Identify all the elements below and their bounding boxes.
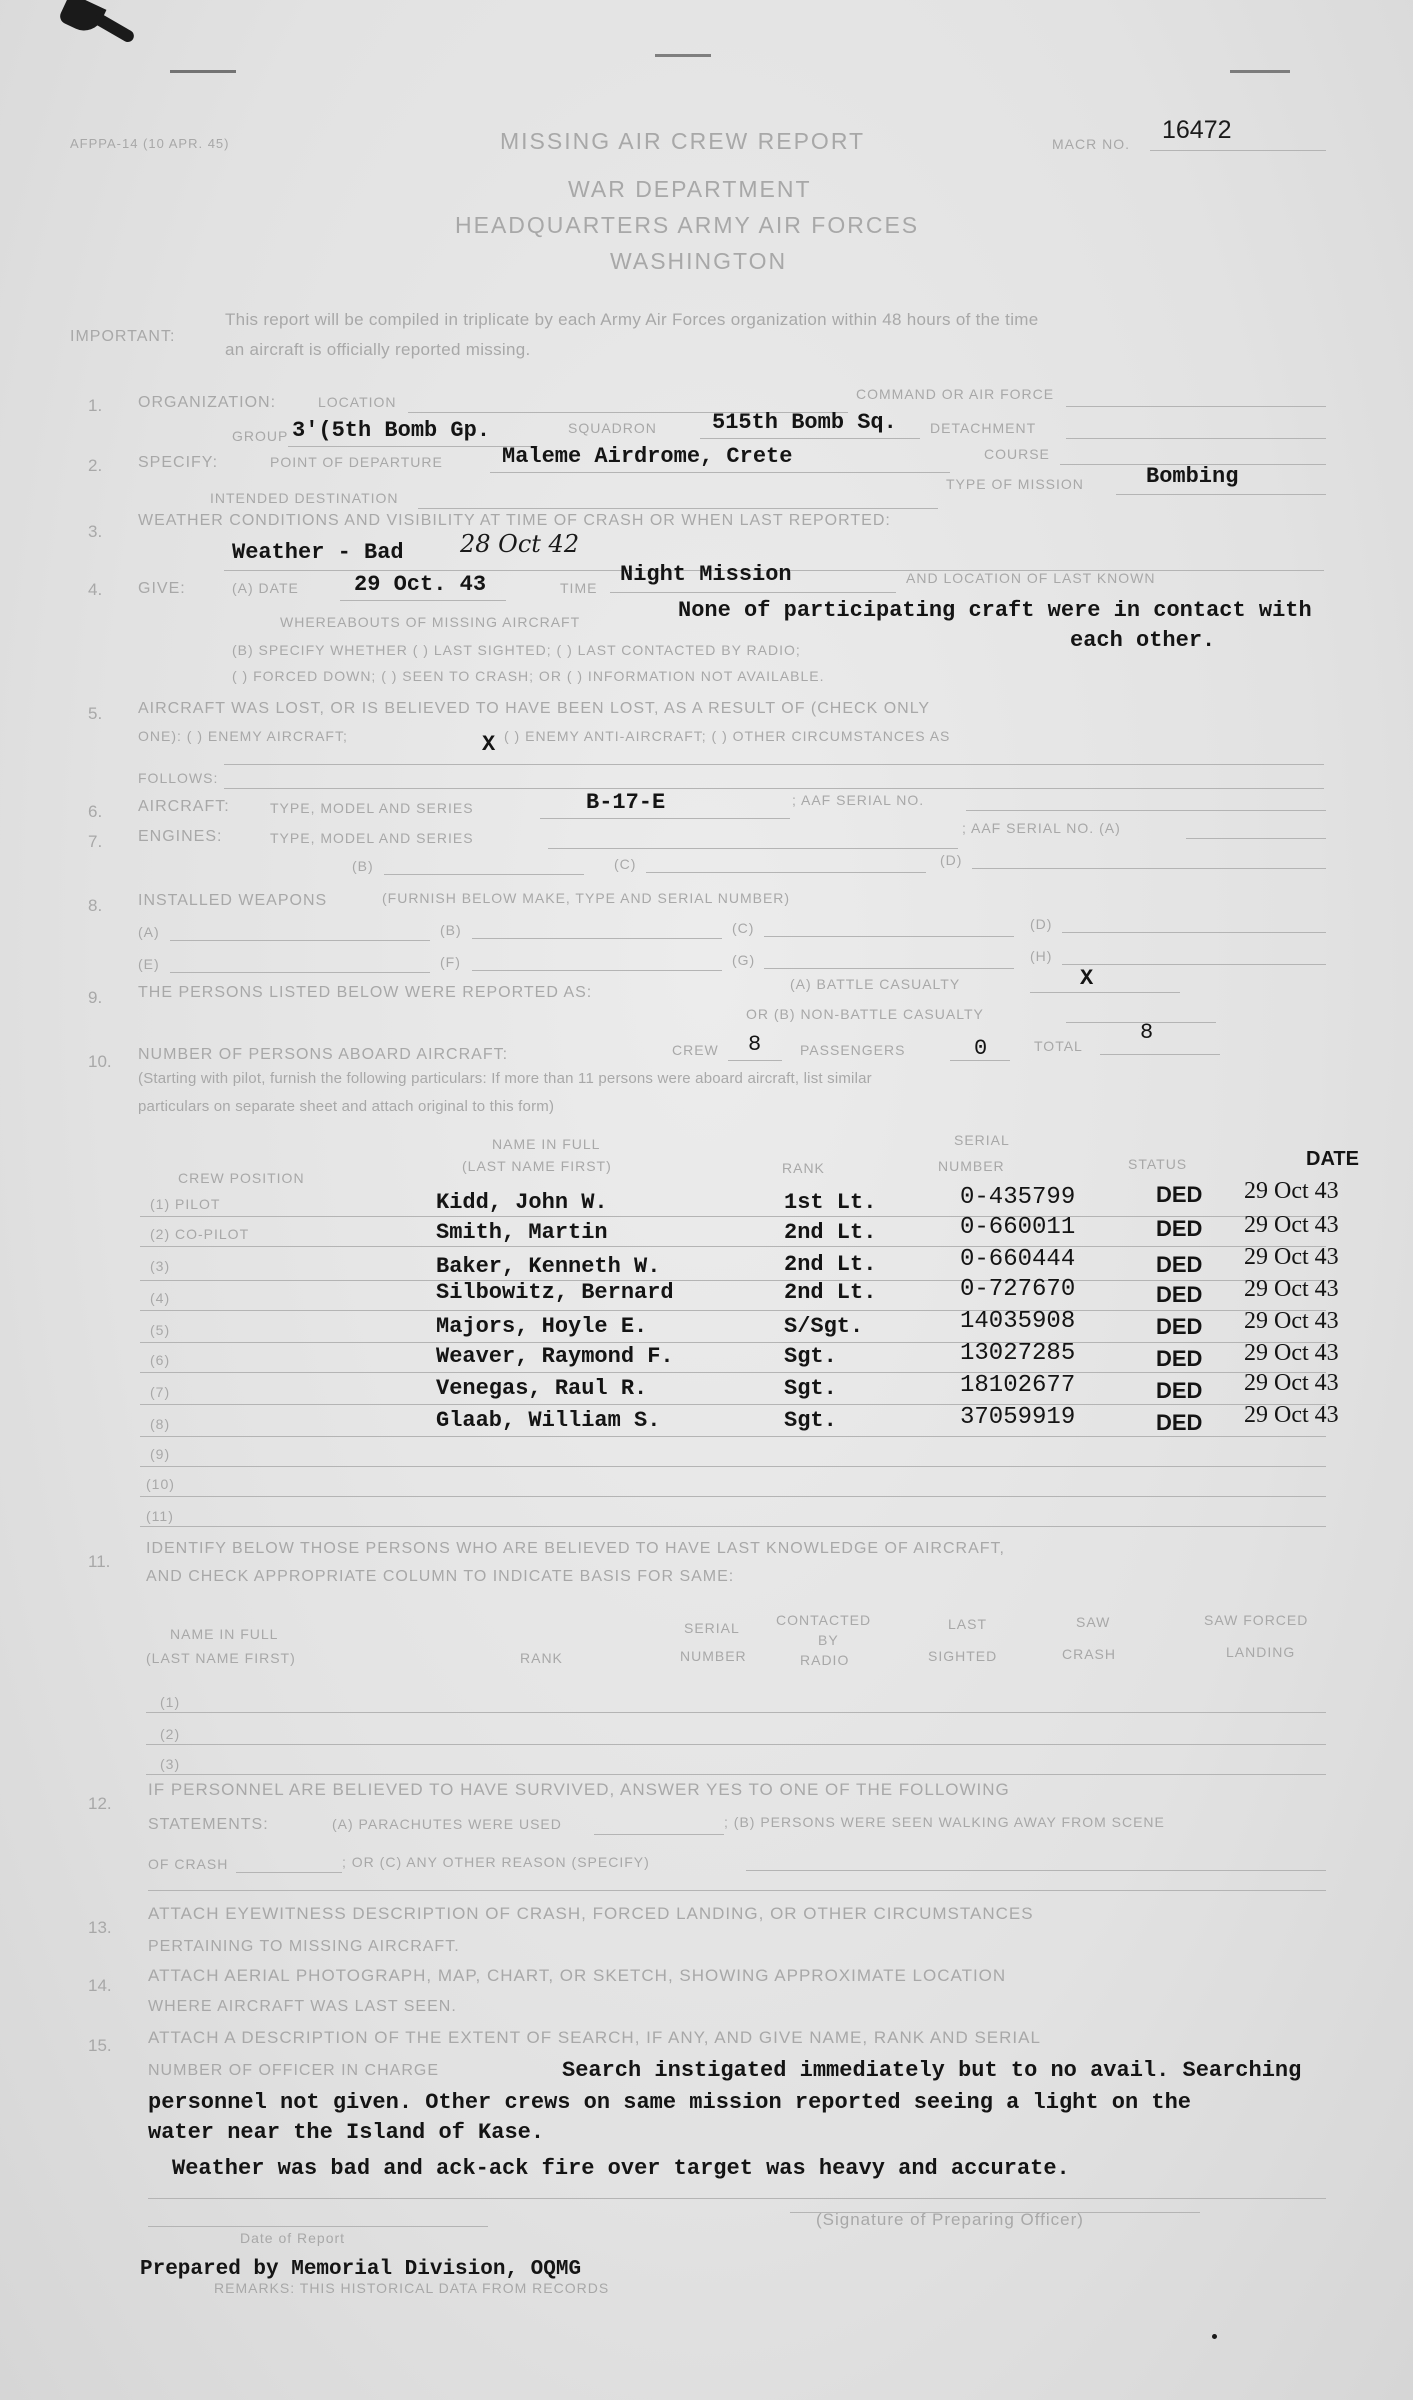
destination-line — [418, 508, 938, 509]
follows-line-2 — [224, 788, 1324, 789]
crew-col-header-rank: RANK — [782, 1160, 825, 1176]
washington: WASHINGTON — [610, 248, 788, 274]
crew-position: (8) — [150, 1416, 171, 1432]
section-3-number: 3. — [88, 522, 103, 541]
crew-position: (11) — [146, 1508, 174, 1524]
witness-col-contacted-3: RADIO — [800, 1652, 850, 1668]
aircraft-lost-line-2: ONE): ( ) ENEMY AIRCRAFT; — [138, 728, 348, 744]
row-line — [140, 1436, 1326, 1437]
battle-casualty-label: (A) BATTLE CASUALTY — [790, 976, 961, 992]
scan-smudge — [92, 12, 136, 44]
crew-status: DED — [1156, 1216, 1203, 1241]
section-7-number: 7. — [88, 832, 103, 851]
crew-date: 29 Oct 43 — [1244, 1370, 1339, 1396]
passengers-label: PASSENGERS — [800, 1042, 906, 1058]
crew-serial: 0-435799 — [960, 1184, 1076, 1211]
eyewitness-line-2: PERTAINING TO MISSING AIRCRAFT. — [148, 1938, 460, 1955]
witness-col-last-1: LAST — [948, 1616, 988, 1632]
crew-value: 8 — [748, 1032, 762, 1057]
last-knowledge-line-2: AND CHECK APPROPRIATE COLUMN TO INDICATE BASIS FOR SAME: — [146, 1568, 735, 1585]
crew-date: 29 Oct 43 — [1244, 1178, 1339, 1204]
passengers-line — [950, 1060, 1010, 1061]
crew-name: Glaab, William S. — [436, 1408, 661, 1433]
departure-label: POINT OF DEPARTURE — [270, 454, 443, 470]
crew-serial: 0-660011 — [960, 1214, 1076, 1241]
destination-label: INTENDED DESTINATION — [210, 490, 399, 506]
engine-d-label: (D) — [940, 852, 963, 868]
aircraft-serial-line — [966, 810, 1326, 811]
survived-line-2b: (A) PARACHUTES WERE USED — [332, 1816, 562, 1832]
macr-number: 16472 — [1162, 116, 1232, 144]
squadron-value: 515th Bomb Sq. — [712, 410, 897, 435]
crew-position: (7) — [150, 1384, 171, 1400]
persons-aboard-label: NUMBER OF PERSONS ABOARD AIRCRAFT: — [138, 1046, 509, 1063]
photograph-line-1: ATTACH AERIAL PHOTOGRAPH, MAP, CHART, OR SKETCH, SHOWING APPROXIMATE LOCATION — [148, 1966, 1007, 1985]
crew-status: DED — [1156, 1346, 1203, 1371]
row-line — [140, 1280, 1326, 1281]
whereabouts-value-1: None of participating craft were in contact with — [678, 598, 1312, 623]
crew-date: 29 Oct 43 — [1244, 1212, 1339, 1238]
location-label: LOCATION — [318, 394, 397, 410]
search-value-4: Weather was bad and ack-ack fire over target was heavy and accurate. — [172, 2156, 1070, 2181]
witness-col-contacted-1: CONTACTED — [776, 1612, 872, 1628]
weather-value: Weather - Bad — [232, 540, 404, 565]
crew-rank: 2nd Lt. — [784, 1280, 877, 1305]
crew-date: 29 Oct 43 — [1244, 1276, 1339, 1302]
report-date-line — [148, 2226, 488, 2227]
date-line — [340, 600, 506, 601]
photograph-line-2: WHERE AIRCRAFT WAS LAST SEEN. — [148, 1998, 457, 2015]
witness-row-2: (2) — [160, 1726, 181, 1742]
row-line — [140, 1466, 1326, 1467]
engine-b-line — [384, 874, 584, 875]
witness-col-forced-2: LANDING — [1226, 1644, 1296, 1660]
weapon-a-label: (A) — [138, 924, 160, 940]
crew-col-header-position: CREW POSITION — [178, 1170, 305, 1186]
engines-type-line — [548, 848, 958, 849]
crew-line — [728, 1060, 782, 1061]
crew-position: (1) PILOT — [150, 1196, 221, 1212]
time-line — [610, 592, 896, 593]
survived-line-2c: ; (B) PERSONS WERE SEEN WALKING AWAY FROM SCENE — [724, 1814, 1165, 1830]
weapons-note: (FURNISH BELOW MAKE, TYPE AND SERIAL NUMBER) — [382, 890, 791, 906]
scan-mark — [170, 70, 236, 73]
other-reason-line — [746, 1870, 1326, 1871]
crew-position: (3) — [150, 1258, 171, 1274]
crew-position: (4) — [150, 1290, 171, 1306]
row-line — [140, 1404, 1326, 1405]
crew-rank: 2nd Lt. — [784, 1220, 877, 1245]
weapon-h-line — [1062, 964, 1326, 965]
crew-position: (9) — [150, 1446, 171, 1462]
section-10-number: 10. — [88, 1052, 112, 1071]
engine-c-line — [646, 872, 926, 873]
crew-col-header-serial-2: NUMBER — [938, 1158, 1005, 1174]
crew-name: Kidd, John W. — [436, 1190, 608, 1215]
scan-mark — [1230, 70, 1290, 73]
detachment-label: DETACHMENT — [930, 420, 1037, 436]
headquarters: HEADQUARTERS ARMY AIR FORCES — [455, 212, 920, 238]
crew-rank: 1st Lt. — [784, 1190, 877, 1215]
weapon-h-label: (H) — [1030, 948, 1053, 964]
crew-name: Weaver, Raymond F. — [436, 1344, 674, 1369]
squadron-label: SQUADRON — [568, 420, 657, 436]
date-value: 29 Oct. 43 — [354, 572, 487, 597]
crew-serial: 0-727670 — [960, 1276, 1076, 1303]
row-line — [140, 1310, 1326, 1311]
battle-casualty-line — [1030, 992, 1180, 993]
survived-line-1: IF PERSONNEL ARE BELIEVED TO HAVE SURVIVED, ANSWER YES TO ONE OF THE FOLLOWING — [148, 1780, 1010, 1799]
crew-name: Venegas, Raul R. — [436, 1376, 648, 1401]
witness-row-line — [146, 1744, 1326, 1745]
crew-rank: Sgt. — [784, 1376, 837, 1401]
witness-col-saw-2: CRASH — [1062, 1646, 1117, 1662]
crew-date: 29 Oct 43 — [1244, 1402, 1339, 1428]
crew-rank: 2nd Lt. — [784, 1252, 877, 1277]
departure-line — [490, 472, 950, 473]
weapon-a-line — [170, 940, 430, 941]
section-15-number: 15. — [88, 2036, 112, 2055]
crew-serial: 0-660444 — [960, 1246, 1076, 1273]
crew-serial: 13027285 — [960, 1340, 1076, 1367]
crew-col-header-name-1: NAME IN FULL — [492, 1136, 601, 1152]
section-2-number: 2. — [88, 456, 103, 475]
forced-down-label: ( ) FORCED DOWN; ( ) SEEN TO CRASH; OR ( ) INFORMATION NOT AVAILABLE. — [232, 668, 825, 684]
row-line — [140, 1526, 1326, 1527]
survived-line-3b: ; OR (C) ANY OTHER REASON (SPECIFY) — [342, 1854, 650, 1870]
weather-handwritten-date: 28 Oct 42 — [460, 530, 580, 558]
specify-whether-label: (B) SPECIFY WHETHER ( ) LAST SIGHTED; ( ) LAST CONTACTED BY RADIO; — [232, 642, 801, 658]
crew-position: (6) — [150, 1352, 171, 1368]
engine-c-label: (C) — [614, 856, 637, 872]
passengers-value: 0 — [974, 1036, 988, 1061]
weapon-b-line — [472, 938, 722, 939]
witness-col-contacted-2: BY — [818, 1632, 839, 1648]
crew-serial: 14035908 — [960, 1308, 1076, 1335]
section-14-number: 14. — [88, 1976, 112, 1995]
reported-as-label: THE PERSONS LISTED BELOW WERE REPORTED AS: — [138, 984, 593, 1001]
weapon-d-line — [1062, 932, 1326, 933]
important-text-2: an aircraft is officially reported missing. — [225, 340, 531, 359]
crew-position: (5) — [150, 1322, 171, 1338]
witness-row-line — [146, 1774, 1326, 1775]
battle-casualty-mark: X — [1080, 966, 1094, 991]
persons-note-1: (Starting with pilot, furnish the following particulars: If more than 11 persons were aboard aircraft, list similar — [138, 1070, 872, 1087]
crew-label: CREW — [672, 1042, 719, 1058]
group-line — [288, 446, 538, 447]
weather-label: WEATHER CONDITIONS AND VISIBILITY AT TIME OF CRASH OR WHEN LAST REPORTED: — [138, 512, 891, 529]
eyewitness-line-1: ATTACH EYEWITNESS DESCRIPTION OF CRASH, FORCED LANDING, OR OTHER CIRCUMSTANCES — [148, 1904, 1034, 1923]
crash-line — [236, 1872, 342, 1873]
crew-name: Baker, Kenneth W. — [436, 1254, 661, 1279]
aircraft-serial-label: ; AAF SERIAL NO. — [792, 792, 925, 808]
weapon-f-line — [472, 970, 722, 971]
macr-number-line — [1150, 150, 1326, 151]
crew-status: DED — [1156, 1314, 1203, 1339]
engines-serial-line — [1186, 838, 1326, 839]
non-battle-casualty-label: OR (B) NON-BATTLE CASUALTY — [746, 1006, 984, 1022]
survived-line-2a: STATEMENTS: — [148, 1816, 269, 1833]
weapons-label: INSTALLED WEAPONS — [138, 892, 328, 909]
crew-name: Majors, Hoyle E. — [436, 1314, 648, 1339]
group-label: GROUP — [232, 428, 289, 444]
crew-position: (10) — [146, 1476, 175, 1492]
scan-mark — [655, 54, 711, 57]
date-label: (A) DATE — [232, 580, 299, 596]
search-line-1: ATTACH A DESCRIPTION OF THE EXTENT OF SEARCH, IF ANY, AND GIVE NAME, RANK AND SERIAL — [148, 2028, 1041, 2047]
search-value-1: Search instigated immediately but to no avail. Searching — [562, 2058, 1302, 2083]
weapon-d-label: (D) — [1030, 916, 1053, 932]
section-6-number: 6. — [88, 802, 103, 821]
crew-date: 29 Oct 43 — [1244, 1340, 1339, 1366]
section-4-number: 4. — [88, 580, 103, 599]
other-reason-line-2 — [148, 1890, 1326, 1891]
crew-status: DED — [1156, 1378, 1203, 1403]
weapon-e-line — [170, 972, 430, 973]
witness-col-name-2: (LAST NAME FIRST) — [146, 1650, 296, 1666]
crew-col-header-name-2: (LAST NAME FIRST) — [462, 1158, 612, 1174]
form-title: MISSING AIR CREW REPORT — [500, 128, 866, 154]
time-value: Night Mission — [620, 562, 792, 587]
engine-d-line — [972, 868, 1326, 869]
crew-status: DED — [1156, 1182, 1203, 1207]
row-line — [140, 1342, 1326, 1343]
remarks-label: REMARKS: THIS HISTORICAL DATA FROM RECORDS — [214, 2280, 610, 2296]
follows-line — [224, 764, 1324, 765]
search-value-3: water near the Island of Kase. — [148, 2120, 545, 2145]
witness-row-1: (1) — [160, 1694, 181, 1710]
group-value: 3'(5th Bomb Gp. — [292, 418, 491, 443]
section-1-number: 1. — [88, 396, 103, 415]
total-line — [1100, 1054, 1220, 1055]
witness-col-serial-2: NUMBER — [680, 1648, 747, 1664]
enemy-aircraft-mark: X — [482, 732, 496, 757]
crew-col-header-date: DATE — [1306, 1148, 1359, 1170]
crew-col-header-serial-1: SERIAL — [954, 1132, 1010, 1148]
row-line — [140, 1246, 1326, 1247]
mission-type-label: TYPE OF MISSION — [946, 476, 1084, 492]
crew-rank: Sgt. — [784, 1344, 837, 1369]
section-11-number: 11. — [88, 1552, 111, 1571]
crew-date: 29 Oct 43 — [1244, 1244, 1339, 1270]
crew-name: Silbowitz, Bernard — [436, 1280, 674, 1305]
persons-note-2: particulars on separate sheet and attach original to this form) — [138, 1098, 555, 1115]
squadron-line — [700, 438, 920, 439]
weapon-g-line — [764, 968, 1014, 969]
time-label: TIME — [560, 580, 598, 596]
row-line — [140, 1372, 1326, 1373]
important-label: IMPORTANT: — [70, 328, 176, 345]
signature-label: (Signature of Preparing Officer) — [816, 2210, 1084, 2229]
witness-row-3: (3) — [160, 1756, 181, 1772]
crew-status: DED — [1156, 1282, 1203, 1307]
weapon-b-label: (B) — [440, 922, 462, 938]
witness-col-last-2: SIGHTED — [928, 1648, 998, 1664]
engines-serial-label: ; AAF SERIAL NO. (A) — [962, 820, 1121, 836]
crew-status: DED — [1156, 1252, 1203, 1277]
prepared-by: Prepared by Memorial Division, OQMG — [140, 2258, 582, 2281]
search-line — [148, 2198, 1326, 2199]
crew-rank: S/Sgt. — [784, 1314, 864, 1339]
mission-type-value: Bombing — [1146, 464, 1239, 489]
aircraft-type-label: TYPE, MODEL AND SERIES — [270, 800, 474, 816]
organization-label: ORGANIZATION: — [138, 394, 277, 411]
engines-label: ENGINES: — [138, 828, 223, 845]
weapon-e-label: (E) — [138, 956, 160, 972]
macr-label: MACR NO. — [1052, 136, 1130, 152]
witness-col-forced-1: SAW FORCED — [1204, 1612, 1309, 1628]
row-line — [140, 1216, 1326, 1217]
important-text-1: This report will be compiled in triplicate by each Army Air Forces organization within 48 hours of the time — [225, 310, 1039, 329]
engine-b-label: (B) — [352, 858, 374, 874]
parachutes-line — [594, 1834, 724, 1835]
weapon-f-label: (F) — [440, 954, 461, 970]
detachment-line — [1066, 438, 1326, 439]
departure-value: Maleme Airdrome, Crete — [502, 444, 793, 469]
weapon-g-label: (G) — [732, 952, 756, 968]
section-5-number: 5. — [88, 704, 103, 723]
total-label: TOTAL — [1034, 1038, 1083, 1054]
command-line — [1066, 406, 1326, 407]
aircraft-label: AIRCRAFT: — [138, 798, 230, 815]
crew-rank: Sgt. — [784, 1408, 837, 1433]
engines-type-label: TYPE, MODEL AND SERIES — [270, 830, 474, 846]
total-value: 8 — [1140, 1020, 1154, 1045]
crew-name: Smith, Martin — [436, 1220, 608, 1245]
crew-position: (2) CO-PILOT — [150, 1226, 250, 1242]
witness-col-saw-1: SAW — [1076, 1614, 1111, 1630]
aircraft-lost-line-3: FOLLOWS: — [138, 770, 219, 786]
crew-serial: 18102677 — [960, 1372, 1076, 1399]
witness-col-rank: RANK — [520, 1650, 563, 1666]
report-date-label: Date of Report — [240, 2230, 346, 2246]
witness-col-name-1: NAME IN FULL — [170, 1626, 279, 1642]
last-known-label: AND LOCATION OF LAST KNOWN — [906, 570, 1156, 586]
crew-status: DED — [1156, 1410, 1203, 1435]
weapon-c-line — [764, 936, 1014, 937]
whereabouts-label: WHEREABOUTS OF MISSING AIRCRAFT — [280, 614, 581, 630]
specify-label: SPECIFY: — [138, 454, 219, 471]
section-8-number: 8. — [88, 896, 103, 915]
aircraft-lost-line-1: AIRCRAFT WAS LOST, OR IS BELIEVED TO HAVE BEEN LOST, AS A RESULT OF (CHECK ONLY — [138, 700, 931, 717]
war-department: WAR DEPARTMENT — [568, 176, 812, 202]
search-value-2: personnel not given. Other crews on same mission reported seeing a light on the — [148, 2090, 1191, 2115]
section-13-number: 13. — [88, 1918, 112, 1937]
witness-col-serial-1: SERIAL — [684, 1620, 740, 1636]
aircraft-lost-line-2b: ( ) ENEMY ANTI-AIRCRAFT; ( ) OTHER CIRCUMSTANCES AS — [504, 728, 951, 744]
mission-type-line — [1116, 494, 1326, 495]
crew-serial: 37059919 — [960, 1404, 1076, 1431]
command-label: COMMAND OR AIR FORCE — [856, 386, 1055, 402]
section-12-number: 12. — [88, 1794, 112, 1813]
course-label: COURSE — [984, 446, 1050, 462]
search-line-2: NUMBER OF OFFICER IN CHARGE — [148, 2062, 440, 2079]
row-line — [140, 1496, 1326, 1497]
survived-line-3a: OF CRASH — [148, 1856, 229, 1872]
last-knowledge-line-1: IDENTIFY BELOW THOSE PERSONS WHO ARE BELIEVED TO HAVE LAST KNOWLEDGE OF AIRCRAFT, — [146, 1540, 1005, 1557]
scan-dot — [1212, 2334, 1217, 2339]
weapon-c-label: (C) — [732, 920, 755, 936]
crew-col-header-status: STATUS — [1128, 1156, 1188, 1172]
aircraft-type-line — [540, 818, 790, 819]
aircraft-type-value: B-17-E — [586, 790, 666, 815]
give-label: GIVE: — [138, 580, 186, 597]
form-number: AFPPA-14 (10 APR. 45) — [70, 136, 230, 151]
crew-date: 29 Oct 43 — [1244, 1308, 1339, 1334]
whereabouts-value-2: each other. — [1070, 628, 1216, 653]
witness-row-line — [146, 1712, 1326, 1713]
section-9-number: 9. — [88, 988, 103, 1007]
